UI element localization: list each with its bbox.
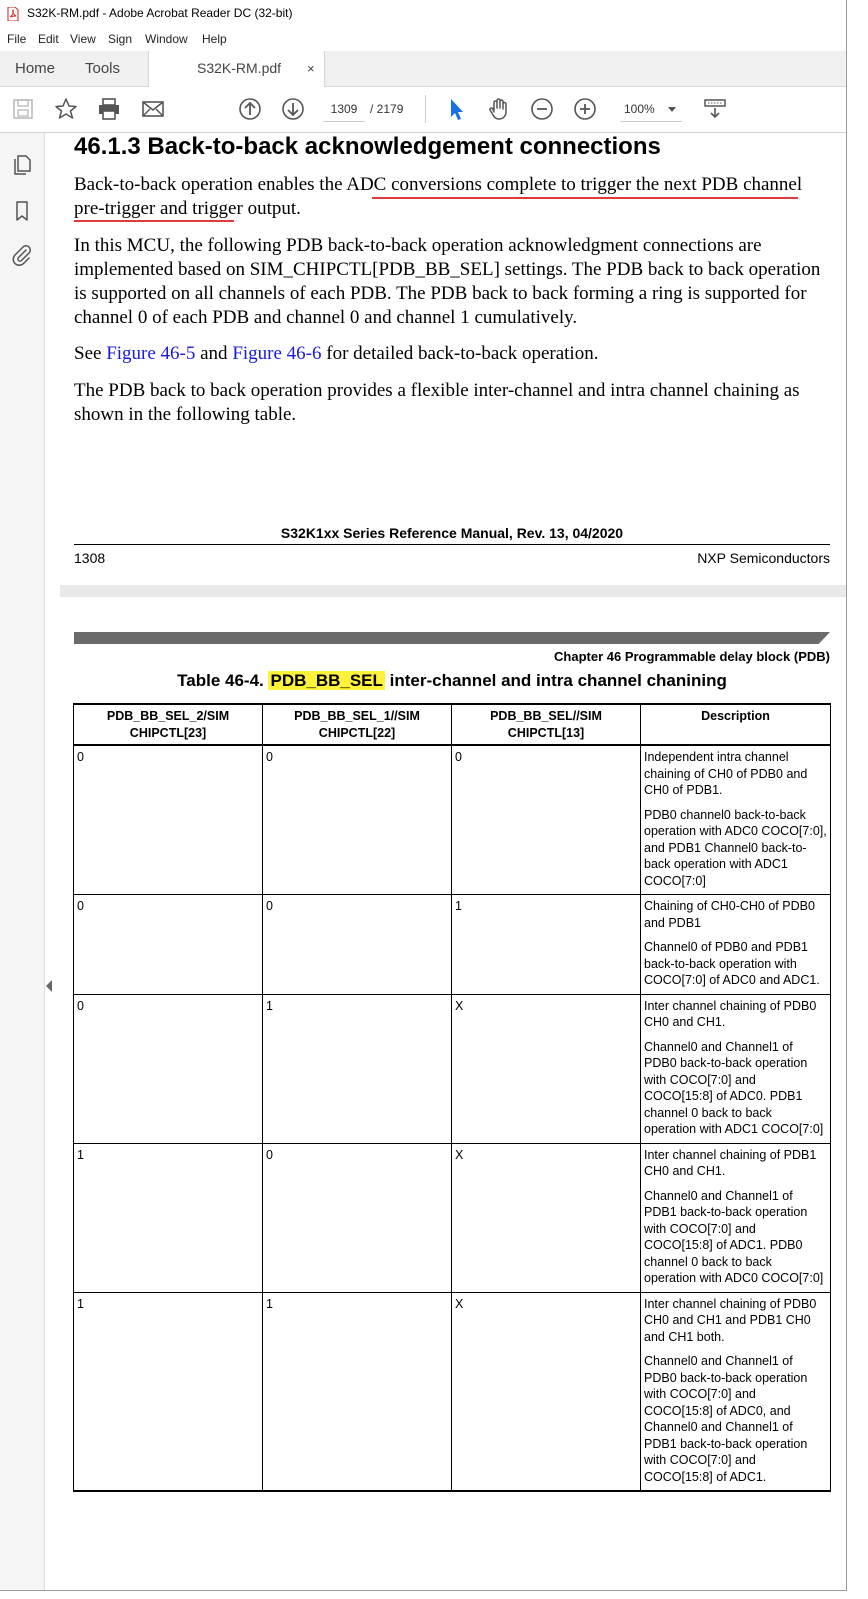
- paragraph-1-text-b: and trigger output.: [155, 198, 301, 219]
- previous-page-icon[interactable]: [237, 96, 263, 122]
- title-bar: [0, 0, 846, 28]
- select-pointer-icon[interactable]: [443, 96, 469, 122]
- table-caption-highlight: PDB_BB_SEL: [270, 671, 383, 690]
- next-page-icon[interactable]: [280, 96, 306, 122]
- description-line: PDB0 channel0 back-to-back operation with ADC0 COCO[7:0], and PDB1 Channel0 back-to-back operation with ADC1 COCO[7:0]: [644, 807, 827, 888]
- menu-bar: [0, 30, 846, 50]
- footer-manual-title: S32K1xx Series Reference Manual, Rev. 13, 04/2020: [280, 525, 624, 541]
- table-cell: 0: [74, 994, 263, 1143]
- menu-sign[interactable]: Sign: [108, 32, 133, 46]
- paragraph-3-text-b: and: [195, 343, 233, 364]
- paragraph-3: [74, 342, 830, 366]
- description-line: Inter channel chaining of PDB1 CH0 and CH1.: [644, 1147, 817, 1178]
- table-row: [74, 1143, 831, 1292]
- chevron-down-icon: [668, 107, 676, 112]
- table-cell: 1: [263, 994, 452, 1143]
- bookmark-star-icon[interactable]: [53, 96, 79, 122]
- table-caption: [74, 671, 830, 691]
- paragraph-3-text-c: for detailed back-to-back operation.: [321, 343, 599, 364]
- pdb-bb-sel-table: [73, 703, 831, 1492]
- window-title: S32K-RM.pdf - Adobe Acrobat Reader DC (32-bit): [27, 6, 293, 20]
- paragraph-3-text-a: See: [74, 343, 107, 364]
- zoom-level-dropdown[interactable]: [620, 97, 682, 122]
- pdf-page-1309: [60, 597, 846, 1590]
- table-header-row: [74, 704, 831, 745]
- tab-document[interactable]: [148, 51, 325, 87]
- paragraph-1-text-a: Back-to-back operation enables the: [74, 174, 347, 195]
- description-line: Channel0 and Channel1 of PDB0 back-to-back operation with COCO[7:0] and COCO[15:8] of ADC0. PDB1 channel 0 back to back operation with ADC1 COCO[7:0]: [644, 1039, 824, 1136]
- scroll-mode-icon[interactable]: [702, 96, 728, 122]
- paragraph-1-underlined-b: channel pre-trigger: [74, 174, 803, 219]
- table-cell: 0: [263, 1143, 452, 1292]
- tab-tools[interactable]: Tools: [85, 60, 121, 77]
- paragraph-1-underlined-a: ADC conversions complete to trigger the next PDB: [346, 174, 739, 195]
- hand-tool-icon[interactable]: [486, 96, 512, 122]
- table-row: [74, 994, 831, 1143]
- zoom-level-value: 100%: [624, 102, 655, 116]
- table-cell: 1: [263, 1292, 452, 1491]
- paragraph-4: The PDB back to back operation provides a flexible inter-channel and intra channel chaining as shown in the following table.: [74, 380, 800, 425]
- table-header-cell: PDB_BB_SEL_2/SIM CHIPCTL[23]: [74, 704, 263, 745]
- red-underline-annotation: [372, 197, 798, 199]
- toolbar: [0, 87, 846, 133]
- description-line: Inter channel chaining of PDB0 CH0 and CH1 and PDB1 CH0 and CH1 both.: [644, 1296, 817, 1344]
- tab-bar: [0, 51, 846, 87]
- table-caption-suffix: inter-channel and intra channel chanining: [384, 671, 727, 690]
- description-line: Independent intra channel chaining of CH0 of PDB0 and CH0 of PDB1.: [644, 750, 808, 797]
- table-row: [74, 895, 831, 995]
- description-line: Channel0 of PDB0 and PDB1 back-to-back operation with COCO[7:0] of ADC0 and ADC1.: [644, 940, 820, 987]
- red-underline-annotation: [74, 220, 234, 222]
- menu-edit[interactable]: Edit: [38, 32, 59, 46]
- chapter-header-title: Chapter 46 Programmable delay block (PDB): [554, 649, 830, 664]
- description-line: Inter channel chaining of PDB0 CH0 and CH1.: [644, 998, 817, 1029]
- figure-46-5-link[interactable]: Figure 46-5: [106, 343, 196, 364]
- table-description-cell: [641, 745, 831, 895]
- pdf-page-1308: [60, 133, 846, 585]
- table-cell: 0: [452, 745, 641, 895]
- description-line: Channel0 and Channel1 of PDB1 back-to-back operation with COCO[7:0] and COCO[15:8] of ADC1. PDB0 channel 0 back to back operation with ADC0 COCO[7:0]: [644, 1188, 824, 1285]
- table-row: [74, 1292, 831, 1491]
- navigation-pane: [0, 133, 45, 1590]
- table-cell: X: [452, 1143, 641, 1292]
- attachments-paperclip-icon[interactable]: [10, 243, 34, 267]
- table-caption-prefix: Table 46-4.: [177, 671, 269, 690]
- zoom-out-icon[interactable]: [529, 96, 555, 122]
- print-icon[interactable]: [96, 96, 122, 122]
- zoom-in-icon[interactable]: [572, 96, 598, 122]
- table-cell: 0: [74, 745, 263, 895]
- table-cell: 1: [74, 1292, 263, 1491]
- table-description-cell: [641, 895, 831, 995]
- menu-view[interactable]: View: [70, 32, 96, 46]
- tab-document-label: S32K-RM.pdf: [197, 60, 282, 76]
- table-description-cell: [641, 994, 831, 1143]
- document-view: [60, 133, 846, 1590]
- table-description-cell: [641, 1292, 831, 1491]
- footer-page-number: 1308: [74, 550, 106, 566]
- table-row: [74, 745, 831, 895]
- table-cell: 0: [263, 745, 452, 895]
- tab-close-button[interactable]: ×: [307, 61, 315, 76]
- collapse-pane-arrow-icon[interactable]: [46, 980, 52, 992]
- table-cell: 0: [263, 895, 452, 995]
- figure-46-6-link[interactable]: Figure 46-6: [232, 343, 322, 364]
- section-heading: 46.1.3 Back-to-back acknowledgement connections: [74, 133, 661, 160]
- page-thumbnails-icon[interactable]: [10, 153, 34, 177]
- toolbar-divider: [425, 95, 426, 123]
- footer-rule: [74, 544, 830, 545]
- table-cell: X: [452, 994, 641, 1143]
- description-line: Chaining of CH0-CH0 of PDB0 and PDB1: [644, 899, 815, 930]
- acrobat-pdf-icon: [7, 7, 19, 21]
- table-header-cell: PDB_BB_SEL_1//SIM CHIPCTL[22]: [263, 704, 452, 745]
- menu-help[interactable]: Help: [202, 32, 227, 46]
- table-cell: 1: [74, 1143, 263, 1292]
- chapter-header-bar: [74, 632, 830, 644]
- table-header-cell: PDB_BB_SEL//SIM CHIPCTL[13]: [452, 704, 641, 745]
- table-cell: 0: [74, 895, 263, 995]
- page-number-input[interactable]: 1309: [323, 97, 365, 122]
- table-description-cell: [641, 1143, 831, 1292]
- tab-home[interactable]: Home: [15, 60, 56, 77]
- email-icon[interactable]: [140, 96, 166, 122]
- menu-window[interactable]: Window: [145, 32, 188, 46]
- table-cell: X: [452, 1292, 641, 1491]
- bookmarks-icon[interactable]: [10, 199, 34, 223]
- table-cell: 1: [452, 895, 641, 995]
- description-line: Channel0 and Channel1 of PDB0 back-to-back operation with COCO[7:0] and COCO[15:8] of ADC0, and Channel0 and Channel1 of PDB1 back-to-back operation with COCO[7:0] and COCO[15:8] of ADC1.: [644, 1354, 808, 1484]
- paragraph-2: In this MCU, the following PDB back-to-back operation acknowledgment connections are implemented based on SIM_CHIPCTL[PDB_BB_SEL] settings. The PDB back to back operation is supported on all channels of each PDB. The PDB back to back forming a ring is supported for channel 0 of each PDB and channel 0 and channel 1 cumulatively.: [74, 235, 821, 328]
- footer-publisher: NXP Semiconductors: [697, 550, 830, 566]
- save-icon[interactable]: [10, 96, 36, 122]
- table-header-cell: Description: [641, 704, 831, 745]
- page-total: / 2179: [370, 102, 404, 116]
- menu-file[interactable]: File: [7, 32, 27, 46]
